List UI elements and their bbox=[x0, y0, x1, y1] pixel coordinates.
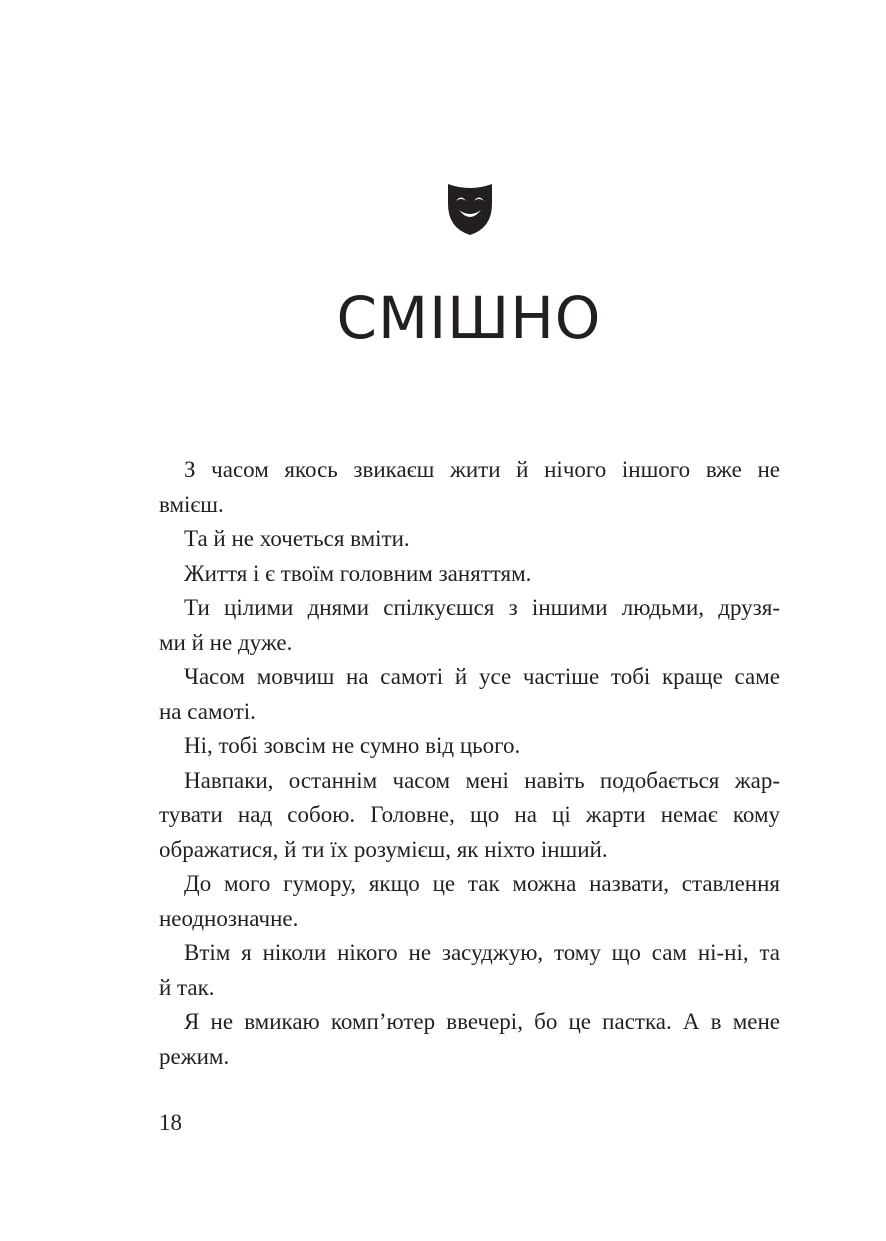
text-line: До мого гумору, якщо це так можна назвати, ставлення bbox=[184, 871, 780, 896]
text-line: ображатися, й ти їх розумієш, як ніхто інший. bbox=[159, 836, 608, 862]
body-text bbox=[159, 453, 780, 1074]
text-line: на самоті. bbox=[159, 698, 256, 724]
text-line: Життя і є твоїм головним заняттям. bbox=[184, 560, 532, 586]
text-line: Втім я ніколи нікого не засуджую, тому що сам ні-ні, та bbox=[184, 940, 780, 965]
text-line: Навпаки, останнім часом мені навіть подобається жар- bbox=[184, 767, 780, 793]
text-line: неоднозначне. bbox=[159, 905, 299, 931]
text-line: й так. bbox=[159, 974, 215, 1000]
text-line: тувати над собою. Головне, що на ці жарти немає кому bbox=[159, 802, 780, 827]
comedy-mask-icon bbox=[446, 180, 494, 236]
text-line: Ти цілими днями спілкуєшся з іншими людьми, друзя- bbox=[184, 595, 780, 620]
text-line: З часом якось звикаєш жити й нічого іншого вже не bbox=[184, 457, 780, 482]
text-line: Та й не хочеться вміти. bbox=[184, 526, 410, 551]
text-line: режим. bbox=[159, 1043, 230, 1069]
text-line: ми й не дуже. bbox=[159, 629, 293, 655]
chapter-title: СМІШНО bbox=[336, 284, 602, 352]
text-line: вмієш. bbox=[159, 491, 224, 517]
text-line: Ні, тобі зовсім не сумно від цього. bbox=[184, 733, 521, 758]
page-number: 18 bbox=[159, 1110, 182, 1135]
text-line: Часом мовчиш на самоті й усе частіше тобі краще саме bbox=[184, 664, 780, 689]
text-line: Я не вмикаю комп’ютер ввечері, бо це пастка. А в мене bbox=[184, 1009, 780, 1034]
